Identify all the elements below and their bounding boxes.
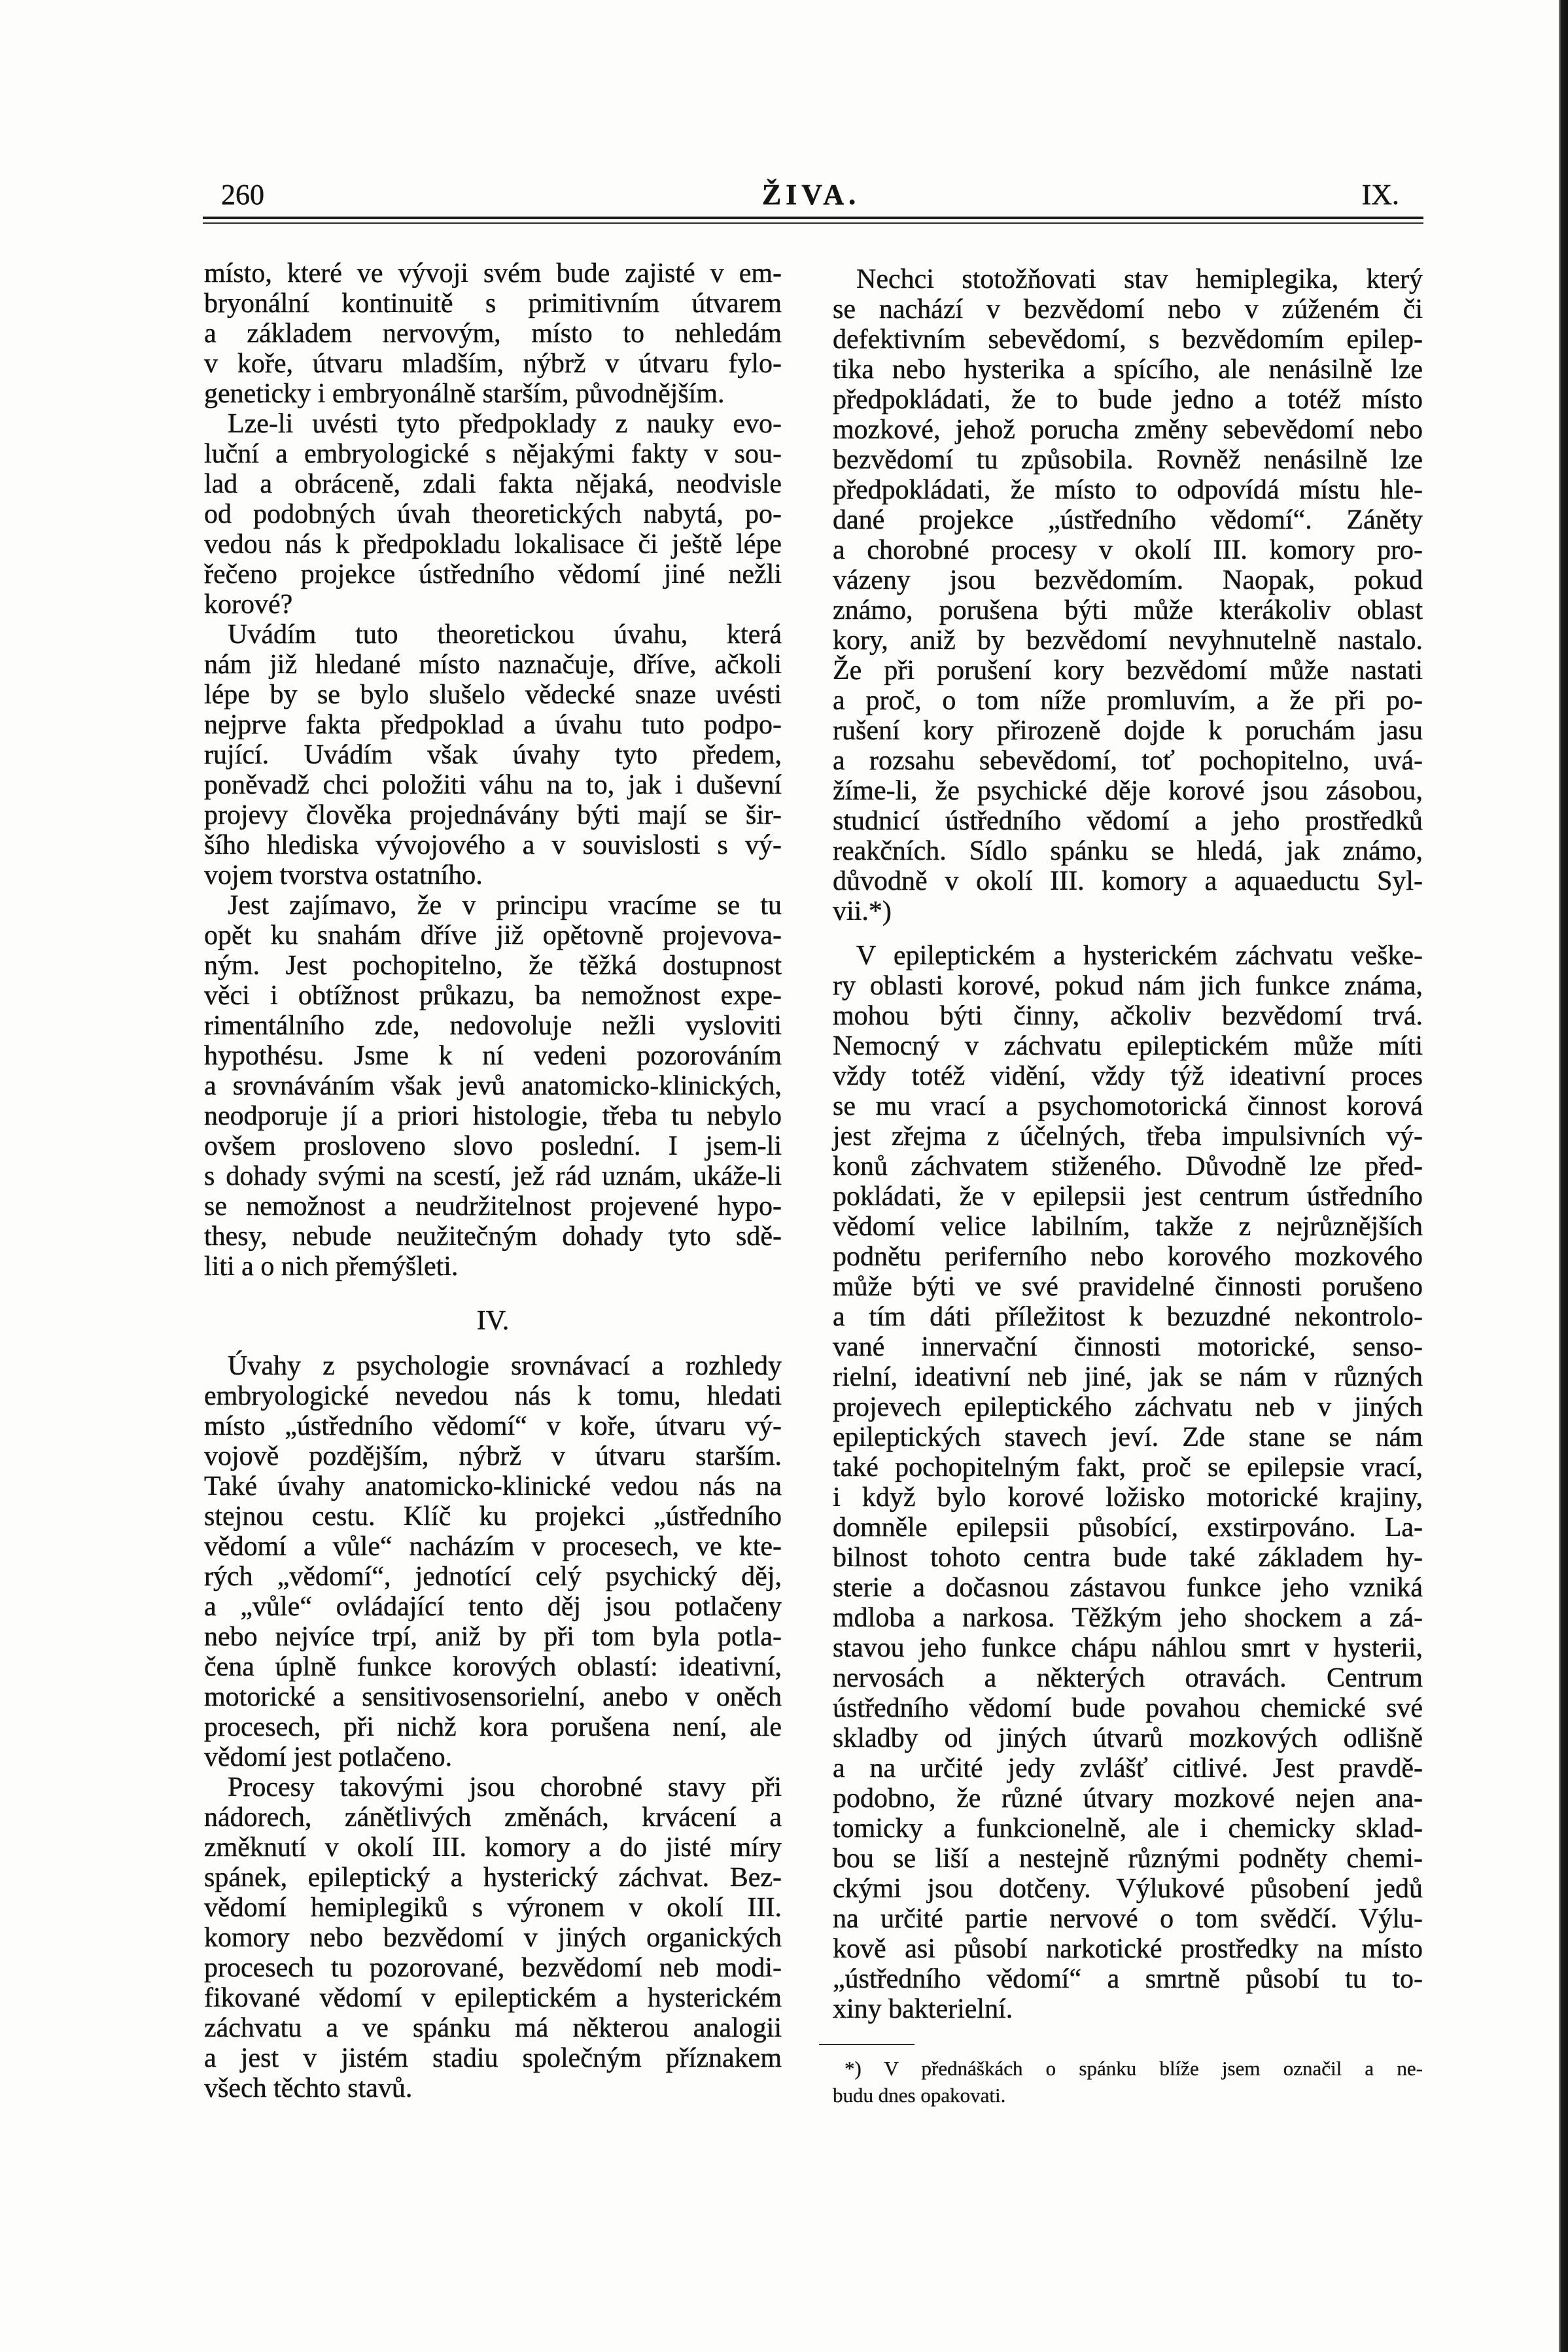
text-line: lad a obráceně, zdali fakta nějaká, neodvisle [204,469,782,499]
text-line: procesech tu pozorované, bezvědomí neb modi- [204,1953,782,1983]
text-line: nejprve fakta předpoklad a úvahu tuto podpo- [204,710,782,740]
text-line: může býti ve své pravidelné činnosti porušeno [833,1272,1423,1302]
text-line: Úvahy z psychologie srovnávací a rozhledy [228,1351,782,1381]
text-line: geneticky i embryonálně starším, původnějším. [204,379,725,409]
text-line: s dohady svými na scestí, jež rád uznám, ukáže-li [204,1161,782,1191]
text-line: bryonální kontinuitě s primitivním útvarem [204,289,782,319]
footnote [833,2055,1423,2109]
text-line: mohou býti činny, ačkoliv bezvědomí trvá. [833,1001,1423,1031]
text-line: embryologické nevedou nás k tomu, hledati [204,1381,782,1411]
text-line: ným. Jest pochopitelno, že těžká dostupnost [204,951,782,981]
text-line: a tím dáti příležitost k bezuzdné nekontrolo- [833,1302,1423,1332]
text-line: hypothésu. Jsme k ní vedeni pozorováním [204,1041,782,1071]
paragraph [204,890,782,1282]
text-line: ry oblasti korové, pokud nám jich funkce známa, [833,971,1423,1001]
text-line: a jest v jistém stadiu společným příznakem [204,2043,782,2073]
text-line: epileptických stavech jeví. Zde stane se nám [833,1422,1423,1452]
paragraph [833,264,1423,926]
text-line: Uvádím tuto theoretickou úvahu, která [228,620,782,650]
scan-edge [1559,0,1568,2352]
text-line: Jest zajímavo, že v principu vracíme se tu [228,890,782,921]
paragraph [204,620,782,890]
text-line: na určité partie nervové o tom svědčí. Výlu- [833,1904,1423,1934]
text-line: řečeno projekce ústředního vědomí jiné nežli [204,559,782,589]
text-line: rující. Uvádím však úvahy tyto předem, [204,740,782,770]
text-line: vždy totéž vidění, vždy týž ideativní proces [833,1061,1423,1091]
text-line: místo „ústředního vědomí“ v koře, útvaru vý- [204,1411,782,1441]
text-line: poněvadž chci položiti váhu na to, jak i duševní [204,770,782,800]
text-line: změknutí v okolí III. komory a do jisté míry [204,1833,782,1863]
text-line: rimentálního zde, nedovoluje nežli vysloviti [204,1011,782,1041]
text-line: čena úplně funkce korových oblastí: ideativní, [204,1652,782,1682]
text-line: ústředního vědomí bude povahou chemické své [833,1693,1423,1723]
text-line: Procesy takovými jsou chorobné stavy při [228,1772,782,1802]
text-line: bilnost tohoto centra bude také základem hy- [833,1543,1423,1573]
text-line: stavou jeho funkce chápu náhlou smrt v hysterii, [833,1633,1423,1663]
text-line: Lze-li uvésti tyto předpoklady z nauky evo- [228,409,782,439]
left-column [204,258,782,2103]
text-line: ckými jsou dotčeny. Výlukové působení jedů [833,1874,1423,1904]
text-line: nebo nejvíce trpí, aniž by při tom byla potla- [204,1622,782,1652]
text-line: a srovnáváním však jevů anatomicko-klinických, [204,1071,782,1101]
text-line: komory nebo bezvědomí v jiných organických [204,1923,782,1953]
text-line: šího hlediska vývojového a v souvislosti s vý- [204,830,782,860]
text-line: vědomí hemiplegiků s výronem v okolí III. [204,1893,782,1923]
text-line: věci i obtížnost průkazu, ba nemožnost expe- [204,981,782,1011]
text-line: tomicky a funkcionelně, ale i chemicky sklad- [833,1814,1423,1844]
text-line: procesech, při nichž kora porušena není, ale [204,1712,782,1742]
text-line: spánek, epileptický a hysterický záchvat. Bez- [204,1863,782,1893]
footnote-rule [819,2044,915,2045]
text-line: mdloba a narkosa. Těžkým jeho shockem a zá- [833,1603,1423,1633]
page-number: 260 [221,179,264,211]
text-line: a na určité jedy zvlášť citlivé. Jest pravdě- [833,1753,1423,1783]
text-line: thesy, nebude neužitečným dohady tyto sdě- [204,1221,782,1252]
section-heading: IV. [476,1306,510,1336]
text-line: studnicí ústředního vědomí a jeho prostředků [833,806,1423,836]
text-line: důvodně v okolí III. komory a aquaeductu Syl- [833,866,1423,896]
text-line: a rozsahu sebevědomí, toť pochopitelno, uvá- [833,746,1423,776]
footnote-line: budu dnes opakovati. [833,2084,1006,2107]
text-line: rielní, ideativní neb jiné, jak se nám v různých [833,1362,1423,1392]
text-line: také pochopitelným fakt, proč se epilepsie vrací, [833,1452,1423,1483]
text-line: mozkové, jehož porucha změny sebevědomí nebo [833,415,1423,445]
text-line: lépe by se bylo slušelo vědecké snaze uvésti [204,680,782,710]
text-line: xiny bakterielní. [833,1994,1013,2024]
text-line: defektivním sebevědomí, s bezvědomím epilep- [833,325,1423,355]
paragraph [204,258,782,409]
paragraph [204,1772,782,2103]
text-line: motorické a sensitivosensorielní, anebo v oněch [204,1682,782,1712]
text-line: stejnou cestu. Klíč ku projekci „ústředního [204,1501,782,1532]
text-line: skladby od jiných útvarů mozkových odlišně [833,1723,1423,1753]
text-line: rušení kory přirozeně dojde k poruchám jasu [833,716,1423,746]
text-line: vědomí velice labilním, takže z nejrůznějších [833,1212,1423,1242]
text-line: Nechci stotožňovati stav hemiplegika, který [856,264,1423,294]
text-line: vázeny jsou bezvědomím. Naopak, pokud [833,565,1423,595]
text-line: ovšem prosloveno slovo poslední. I jsem-li [204,1131,782,1161]
journal-title: ŽIVA. [761,179,861,211]
text-line: známo, porušena býti může kterákoliv oblast [833,595,1423,625]
text-line: se nemožnost a neudržitelnost projevené hypo- [204,1191,782,1221]
text-line: se mu vrací a psychomotorická činnost korová [833,1091,1423,1121]
text-line: Nemocný v záchvatu epileptickém může míti [833,1031,1423,1061]
text-line: bou se liší a nestejně různými podněty chemi- [833,1844,1423,1874]
paragraph [204,409,782,620]
text-line: se nachází v bezvědomí nebo v zúženém či [833,294,1423,325]
text-line: a proč, o tom níže promluvím, a že při po- [833,686,1423,716]
text-line: vojem tvorstva ostatního. [204,860,483,890]
text-line: podobno, že různé útvary mozkové nejen ana- [833,1783,1423,1814]
text-line: dané projekce „ústředního vědomí“. Záněty [833,505,1423,535]
text-line: nádorech, zánětlivých změnách, krvácení a [204,1802,782,1833]
text-line: projevech epileptického záchvatu neb v jiných [833,1392,1423,1422]
text-line: rých „vědomí“, jednotící celý psychický děj, [204,1562,782,1592]
text-line: opět ku snahám dříve již opětovně projevova- [204,921,782,951]
text-line: bezvědomí tu způsobila. Rovněž nenásilně lze [833,445,1423,475]
text-line: nervosách a některých otravách. Centrum [833,1663,1423,1693]
text-line: vedou nás k předpokladu lokalisace či ještě lépe [204,529,782,559]
text-line: od podobných úvah theoretických nabytá, po- [204,499,782,529]
text-line: kově asi působí narkotické prostředky na místo [833,1934,1423,1964]
text-line: Že při porušení kory bezvědomí může nastati [833,656,1423,686]
text-line: Také úvahy anatomicko-klinické vedou nás na [204,1471,782,1501]
text-line: domněle epilepsii působící, exstirpováno. La- [833,1513,1423,1543]
text-line: vii.*) [833,896,892,926]
text-line: jest zřejma z účelných, třeba impulsivních vý- [833,1121,1423,1151]
text-line: nám již hledané místo naznačuje, dříve, ačkoli [204,650,782,680]
paragraph [833,941,1423,2024]
text-line: a „vůle“ ovládající tento děj jsou potlačeny [204,1592,782,1622]
text-line: místo, které ve vývoji svém bude zajisté v em- [204,258,782,289]
text-line: tika nebo hysterika a spícího, ale nenásilně lze [833,355,1423,385]
text-line: liti a o nich přemýšleti. [204,1252,459,1282]
text-line: a základem nervovým, místo to nehledám [204,319,782,349]
text-line: vědomí jest potlačeno. [204,1742,453,1772]
text-line: pokládati, že v epilepsii jest centrum ústředního [833,1182,1423,1212]
text-line: korové? [204,589,293,620]
footnote-line: *) V přednáškách o spánku blíže jsem označil a ne- [845,2057,1423,2080]
text-line: neodporuje jí a priori histologie, třeba tu nebylo [204,1101,782,1131]
text-line: vané innervační činnosti motorické, senso- [833,1332,1423,1362]
text-line: žíme-li, že psychické děje korové jsou zásobou, [833,776,1423,806]
text-line: sterie a dočasnou zástavou funkce jeho vzniká [833,1573,1423,1603]
header-rule-thin [203,222,1423,224]
text-line: kory, aniž by bezvědomí nevyhnutelně nastalo. [833,625,1423,656]
text-line: předpokládati, že místo to odpovídá místu hle- [833,475,1423,505]
paragraph [204,1351,782,1772]
text-line: luční a embryologické s nějakými fakty v sou- [204,439,782,469]
text-line: konů záchvatem stiženého. Důvodně lze před- [833,1151,1423,1182]
text-line: a chorobné procesy v okolí III. komory pro- [833,535,1423,565]
text-line: i když bylo korové ložisko motorické krajiny, [833,1483,1423,1513]
text-line: podnětu periferního nebo korového mozkového [833,1242,1423,1272]
header-rule [203,217,1423,219]
text-line: v koře, útvaru mladším, nýbrž v útvaru fylo- [204,349,782,379]
text-line: záchvatu a ve spánku má některou analogii [204,2013,782,2043]
text-line: vědomí a vůle“ nacházím v procesech, ve kte- [204,1532,782,1562]
text-line: „ústředního vědomí“ a smrtně působí tu to- [833,1964,1423,1994]
text-line: projevy člověka projednávány býti mají se šir- [204,800,782,830]
text-line: V epileptickém a hysterickém záchvatu veške- [856,941,1423,971]
volume-number: IX. [1361,179,1399,211]
right-column [833,264,1423,2024]
text-line: reakčních. Sídlo spánku se hledá, jak známo, [833,836,1423,866]
text-line: fikované vědomí v epileptickém a hysterickém [204,1983,782,2013]
text-line: vojově pozdějším, nýbrž v útvaru starším. [204,1441,782,1471]
text-line: všech těchto stavů. [204,2073,413,2103]
text-line: předpokládati, že to bude jedno a totéž místo [833,385,1423,415]
